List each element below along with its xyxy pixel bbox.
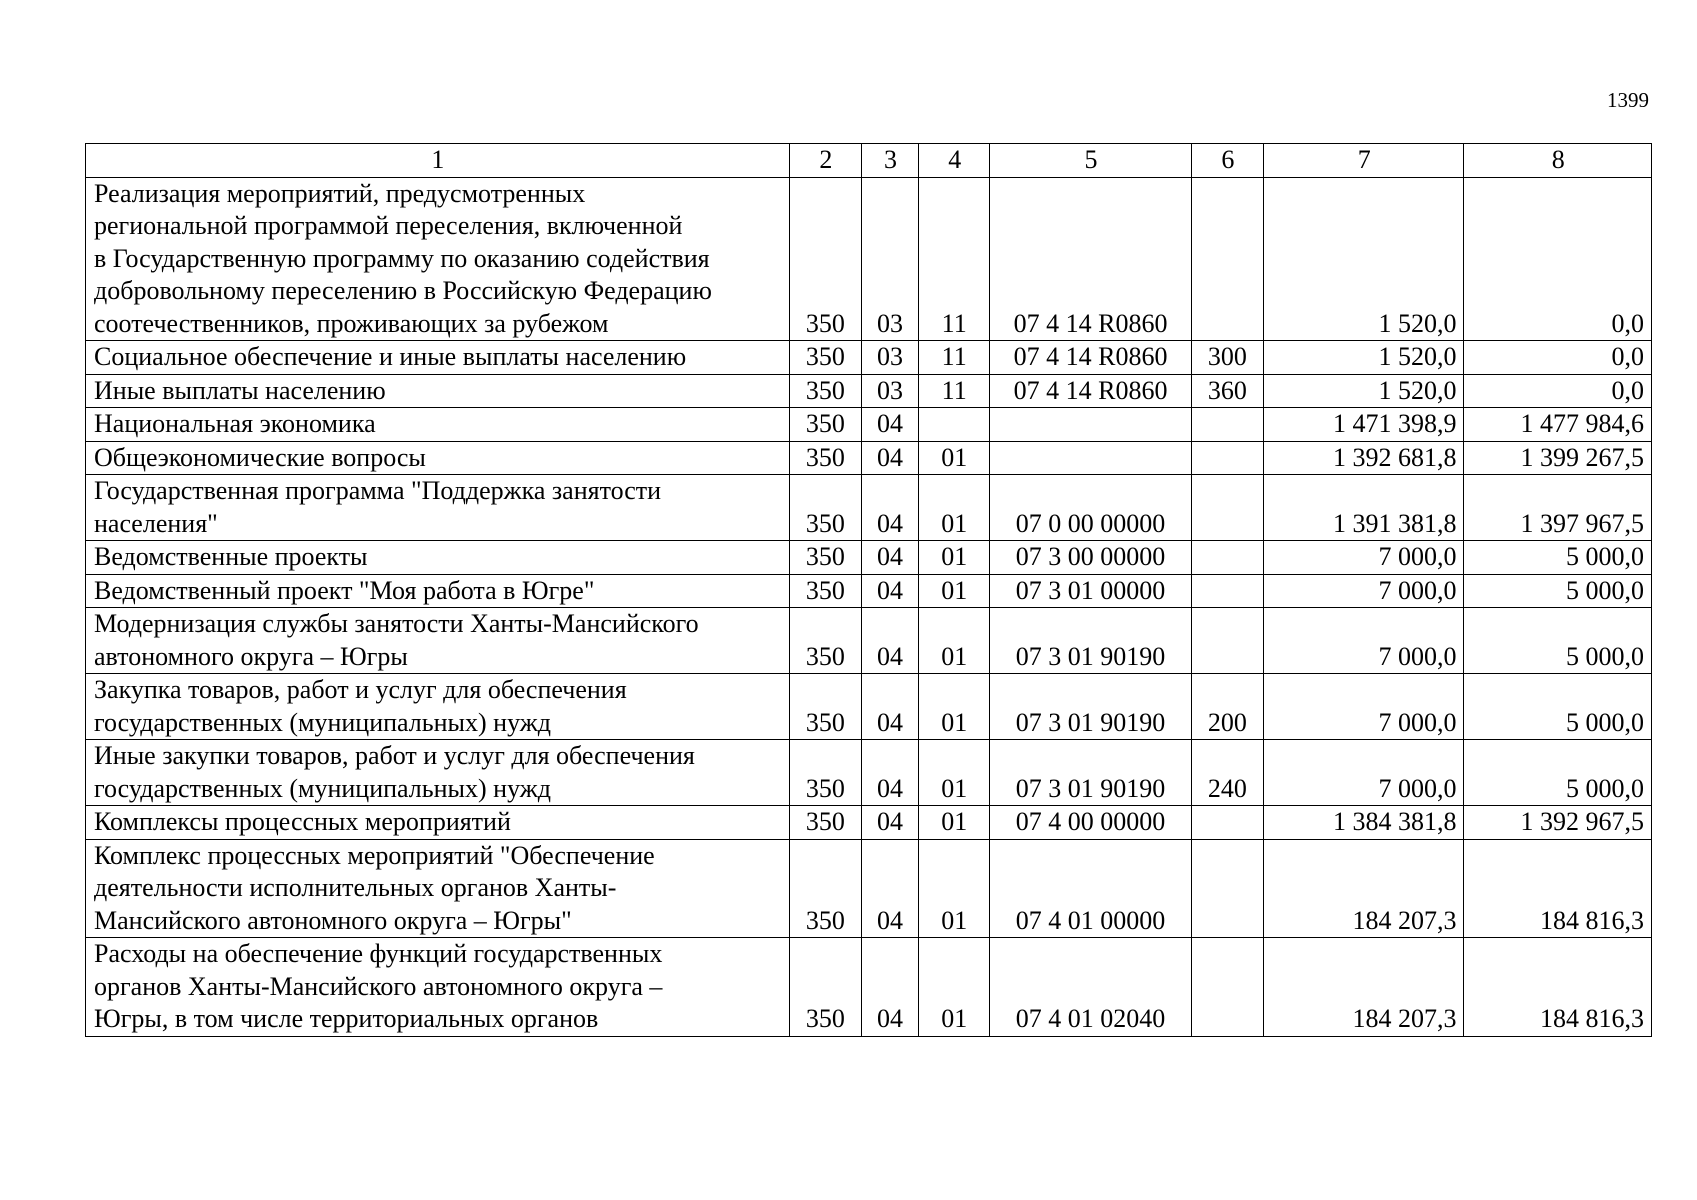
cell-subsection: 11 xyxy=(919,374,990,408)
column-header: 5 xyxy=(990,144,1192,178)
cell-target-article: 07 4 14 R0860 xyxy=(990,341,1192,375)
cell-administrator-code: 350 xyxy=(789,374,861,408)
cell-amount-col7: 7 000,0 xyxy=(1263,574,1464,608)
cell-target-article: 07 3 01 90190 xyxy=(990,740,1192,806)
cell-name xyxy=(86,839,790,938)
cell-expense-type xyxy=(1191,574,1263,608)
cell-subsection xyxy=(919,408,990,442)
cell-expense-type xyxy=(1191,177,1263,341)
cell-section: 04 xyxy=(861,806,918,840)
cell-expense-type: 300 xyxy=(1191,341,1263,375)
cell-section: 04 xyxy=(861,740,918,806)
cell-name-line: деятельности исполнительных органов Ханты- xyxy=(94,873,617,902)
cell-amount-col7: 1 520,0 xyxy=(1263,177,1464,341)
cell-name xyxy=(86,177,790,341)
table-row xyxy=(86,541,1652,575)
cell-name xyxy=(86,806,790,840)
cell-amount-col7: 7 000,0 xyxy=(1263,740,1464,806)
cell-target-article: 07 3 01 00000 xyxy=(990,574,1192,608)
page-number: 1399 xyxy=(1607,88,1649,112)
cell-administrator-code: 350 xyxy=(789,740,861,806)
table-row xyxy=(86,177,1652,341)
column-header: 7 xyxy=(1263,144,1464,178)
column-header: 2 xyxy=(789,144,861,178)
cell-administrator-code: 350 xyxy=(789,938,861,1037)
column-header: 1 xyxy=(86,144,790,178)
cell-name xyxy=(86,574,790,608)
cell-amount-col7: 184 207,3 xyxy=(1263,839,1464,938)
cell-amount-col7: 184 207,3 xyxy=(1263,938,1464,1037)
table-row xyxy=(86,441,1652,475)
cell-amount-col8: 1 397 967,5 xyxy=(1464,475,1652,541)
cell-section: 04 xyxy=(861,674,918,740)
cell-expense-type xyxy=(1191,938,1263,1037)
cell-amount-col8: 1 399 267,5 xyxy=(1464,441,1652,475)
cell-subsection: 01 xyxy=(919,839,990,938)
column-header: 4 xyxy=(919,144,990,178)
cell-name-line: Общеэкономические вопросы xyxy=(94,442,426,472)
cell-amount-col7: 7 000,0 xyxy=(1263,608,1464,674)
column-header: 8 xyxy=(1464,144,1652,178)
cell-section: 03 xyxy=(861,177,918,341)
cell-amount-col8: 1 392 967,5 xyxy=(1464,806,1652,840)
cell-administrator-code: 350 xyxy=(789,541,861,575)
cell-section: 04 xyxy=(861,475,918,541)
cell-expense-type xyxy=(1191,839,1263,938)
cell-name-line: государственных (муниципальных) нужд xyxy=(94,773,551,803)
cell-name xyxy=(86,341,790,375)
cell-amount-col8: 5 000,0 xyxy=(1464,674,1652,740)
cell-name-line: Мансийского автономного округа – Югры" xyxy=(94,905,572,935)
cell-name xyxy=(86,938,790,1037)
cell-section: 04 xyxy=(861,541,918,575)
cell-amount-col7: 1 392 681,8 xyxy=(1263,441,1464,475)
cell-name-line: Ведомственные проекты xyxy=(94,542,368,571)
cell-target-article: 07 0 00 00000 xyxy=(990,475,1192,541)
cell-name-line: в Государственную программу по оказанию содействия xyxy=(94,243,710,273)
cell-expense-type xyxy=(1191,475,1263,541)
cell-subsection: 01 xyxy=(919,674,990,740)
cell-administrator-code: 350 xyxy=(789,177,861,341)
table-row xyxy=(86,374,1652,408)
cell-expense-type xyxy=(1191,608,1263,674)
cell-subsection: 01 xyxy=(919,475,990,541)
cell-name-line: Иные выплаты населению xyxy=(94,375,386,405)
cell-expense-type: 240 xyxy=(1191,740,1263,806)
cell-name-line: Комплекс процессных мероприятий "Обеспечение xyxy=(94,840,655,870)
cell-target-article xyxy=(990,408,1192,442)
cell-subsection: 01 xyxy=(919,806,990,840)
column-header: 3 xyxy=(861,144,918,178)
cell-expense-type xyxy=(1191,541,1263,575)
table-row xyxy=(86,475,1652,541)
cell-name xyxy=(86,475,790,541)
cell-subsection: 01 xyxy=(919,938,990,1037)
cell-section: 04 xyxy=(861,441,918,475)
cell-amount-col7: 7 000,0 xyxy=(1263,674,1464,740)
table-row xyxy=(86,574,1652,608)
cell-administrator-code: 350 xyxy=(789,574,861,608)
table-row xyxy=(86,674,1652,740)
table-row xyxy=(86,408,1652,442)
cell-name-line: соотечественников, проживающих за рубежом xyxy=(94,308,609,338)
cell-name-line: органов Ханты-Мансийского автономного округа – xyxy=(94,971,663,1001)
cell-amount-col8: 5 000,0 xyxy=(1464,541,1652,575)
cell-amount-col8: 5 000,0 xyxy=(1464,740,1652,806)
cell-section: 03 xyxy=(861,374,918,408)
cell-target-article: 07 3 01 90190 xyxy=(990,608,1192,674)
cell-administrator-code: 350 xyxy=(789,408,861,442)
cell-name-line: Государственная программа "Поддержка занятости xyxy=(94,476,662,505)
cell-expense-type: 360 xyxy=(1191,374,1263,408)
table-row xyxy=(86,341,1652,375)
cell-target-article: 07 3 01 90190 xyxy=(990,674,1192,740)
cell-target-article: 07 4 14 R0860 xyxy=(990,374,1192,408)
table-row xyxy=(86,740,1652,806)
cell-target-article: 07 4 00 00000 xyxy=(990,806,1192,840)
cell-amount-col8: 5 000,0 xyxy=(1464,574,1652,608)
cell-subsection: 01 xyxy=(919,441,990,475)
cell-name-line: Социальное обеспечение и иные выплаты населению xyxy=(94,342,687,371)
table-row xyxy=(86,839,1652,938)
cell-administrator-code: 350 xyxy=(789,608,861,674)
header-row xyxy=(86,144,1652,178)
cell-amount-col7: 1 520,0 xyxy=(1263,341,1464,375)
cell-expense-type xyxy=(1191,408,1263,442)
cell-name-line: Реализация мероприятий, предусмотренных xyxy=(94,178,586,208)
cell-section: 03 xyxy=(861,341,918,375)
cell-amount-col7: 7 000,0 xyxy=(1263,541,1464,575)
cell-expense-type xyxy=(1191,806,1263,840)
cell-name-line: автономного округа – Югры xyxy=(94,641,408,671)
cell-name xyxy=(86,740,790,806)
cell-expense-type xyxy=(1191,441,1263,475)
cell-name-line: Югры, в том числе территориальных органов xyxy=(94,1004,599,1033)
cell-name-line: Расходы на обеспечение функций государственных xyxy=(94,939,663,968)
cell-name xyxy=(86,408,790,442)
cell-name xyxy=(86,374,790,408)
cell-subsection: 01 xyxy=(919,574,990,608)
cell-target-article: 07 4 01 00000 xyxy=(990,839,1192,938)
cell-section: 04 xyxy=(861,839,918,938)
cell-name-line: Комплексы процессных мероприятий xyxy=(94,807,511,836)
cell-name xyxy=(86,441,790,475)
cell-subsection: 11 xyxy=(919,341,990,375)
cell-administrator-code: 350 xyxy=(789,839,861,938)
cell-amount-col8: 1 477 984,6 xyxy=(1464,408,1652,442)
cell-subsection: 11 xyxy=(919,177,990,341)
table-row xyxy=(86,806,1652,840)
cell-administrator-code: 350 xyxy=(789,806,861,840)
cell-amount-col8: 0,0 xyxy=(1464,177,1652,341)
cell-subsection: 01 xyxy=(919,541,990,575)
cell-expense-type: 200 xyxy=(1191,674,1263,740)
cell-amount-col7: 1 391 381,8 xyxy=(1263,475,1464,541)
cell-amount-col8: 184 816,3 xyxy=(1464,839,1652,938)
cell-subsection: 01 xyxy=(919,608,990,674)
cell-section: 04 xyxy=(861,408,918,442)
cell-amount-col7: 1 520,0 xyxy=(1263,374,1464,408)
table-row xyxy=(86,938,1652,1037)
cell-amount-col8: 184 816,3 xyxy=(1464,938,1652,1037)
cell-amount-col8: 0,0 xyxy=(1464,341,1652,375)
cell-administrator-code: 350 xyxy=(789,341,861,375)
cell-name-line: региональной программой переселения, включенной xyxy=(94,211,683,240)
cell-amount-col8: 0,0 xyxy=(1464,374,1652,408)
cell-section: 04 xyxy=(861,574,918,608)
cell-name-line: добровольному переселению в Российскую Федерацию xyxy=(94,276,712,305)
cell-subsection: 01 xyxy=(919,740,990,806)
cell-section: 04 xyxy=(861,608,918,674)
table-row xyxy=(86,608,1652,674)
cell-name-line: Модернизация службы занятости Ханты-Мансийского xyxy=(94,609,699,638)
cell-name xyxy=(86,674,790,740)
table-body xyxy=(86,177,1652,1036)
cell-target-article xyxy=(990,441,1192,475)
cell-amount-col7: 1 471 398,9 xyxy=(1263,408,1464,442)
cell-name-line: Ведомственный проект "Моя работа в Югре" xyxy=(94,575,595,605)
cell-name-line: Иные закупки товаров, работ и услуг для обеспечения xyxy=(94,741,695,770)
cell-name-line: населения" xyxy=(94,508,218,538)
cell-amount-col8: 5 000,0 xyxy=(1464,608,1652,674)
cell-target-article: 07 4 01 02040 xyxy=(990,938,1192,1037)
budget-table xyxy=(85,143,1652,1037)
cell-name xyxy=(86,608,790,674)
cell-administrator-code: 350 xyxy=(789,475,861,541)
cell-amount-col7: 1 384 381,8 xyxy=(1263,806,1464,840)
cell-target-article: 07 4 14 R0860 xyxy=(990,177,1192,341)
cell-name-line: Национальная экономика xyxy=(94,409,376,438)
cell-administrator-code: 350 xyxy=(789,674,861,740)
cell-name xyxy=(86,541,790,575)
cell-name-line: государственных (муниципальных) нужд xyxy=(94,707,551,737)
cell-administrator-code: 350 xyxy=(789,441,861,475)
cell-section: 04 xyxy=(861,938,918,1037)
column-header: 6 xyxy=(1191,144,1263,178)
cell-name-line: Закупка товаров, работ и услуг для обеспечения xyxy=(94,675,627,704)
cell-target-article: 07 3 00 00000 xyxy=(990,541,1192,575)
